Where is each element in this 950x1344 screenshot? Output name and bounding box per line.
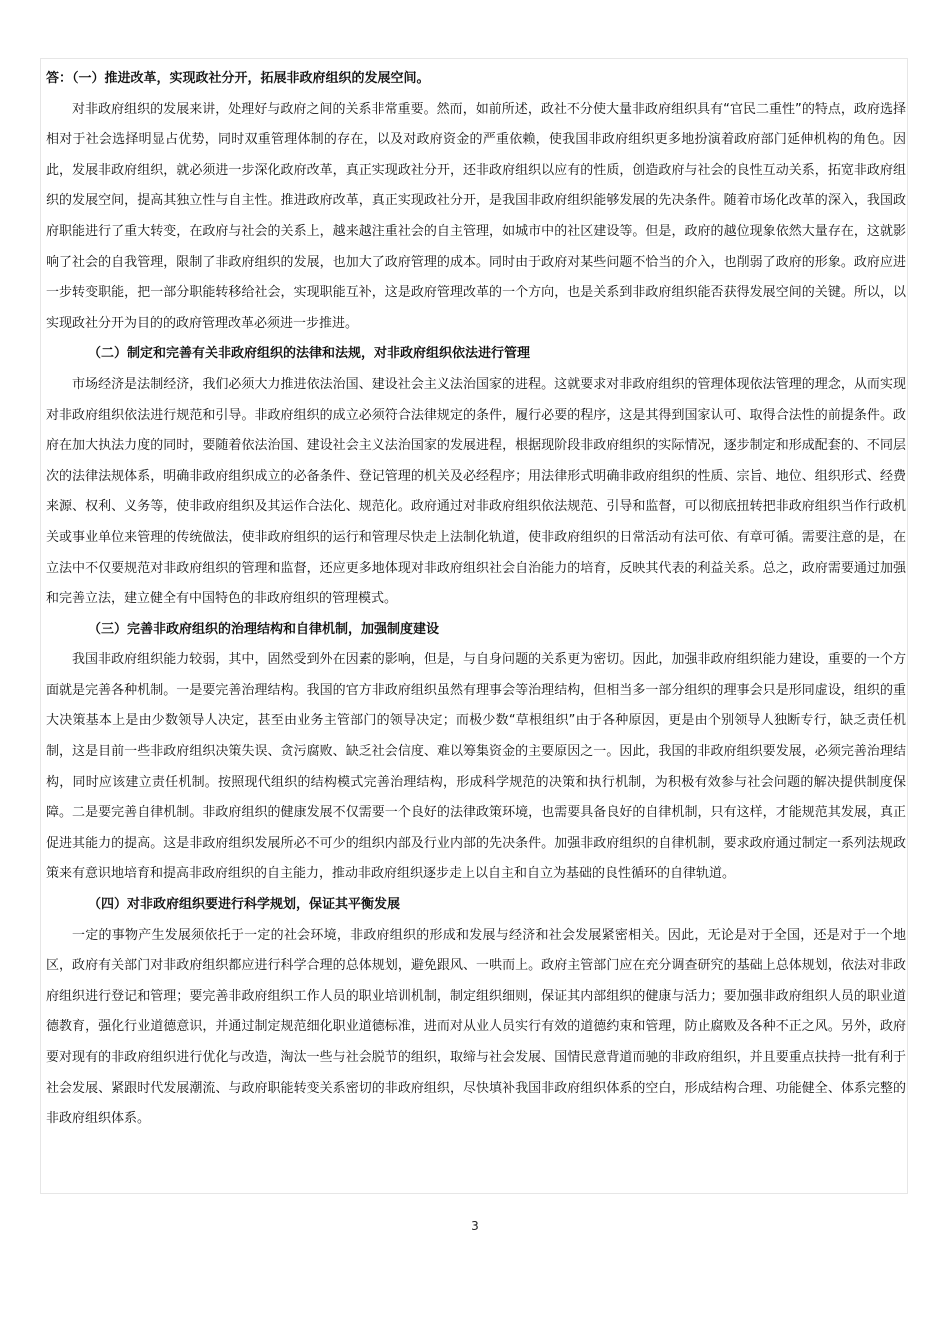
answer-label: 答： <box>46 71 73 86</box>
section-4-paragraph: 一定的事物产生发展须依托于一定的社会环境，非政府组织的形成和发展与经济和社会发展紧密相关。因此，无论是对于全国，还是对于一个地区，政府有关部门对非政府组织都应进行科学合理的总体规划，避免跟风、一哄而上。政府主管部门应在充分调查研究的基础上总体规划，依法对非政府组织进行登记和管理；要完善非政府组织工作人员的职业培训机制，制定组织细则，保证其内部组织的健康与活力；要加强非政府组织人员的职业道德教育，强化行业道德意识，并通过制定规范细化职业道德标准，进而对从业人员实行有效的道德约束和管理，防止腐败及各种不正之风。另外，政府要对现有的非政府组织进行优化与改造，淘汰一些与社会脱节的组织，取缔与社会发展、国情民意背道而驰的非政府组织，并且要重点扶持一批有利于社会发展、紧跟时代发展潮流、与政府职能转变关系密切的非政府组织，尽快填补我国非政府组织体系的空白，形成结构合理、功能健全、体系完整的非政府组织体系。 <box>46 927 906 1127</box>
section-3-paragraph: 我国非政府组织能力较弱，其中，固然受到外在因素的影响，但是，与自身问题的关系更为密切。因此，加强非政府组织能力建设，重要的一个方面就是完善各种机制。一是要完善治理结构。我国的官方非政府组织虽然有理事会等治理结构，但相当多一部分组织的理事会只是形同虚设，组织的重大决策基本上是由少数领导人决定，甚至由业务主管部门的领导决定；而极少数“草根组织”由于各种原因，更是由个别领导人独断专行，缺乏责任机制，这是目前一些非政府组织决策失误、贪污腐败、缺乏社会信度、难以筹集资金的主要原因之一。因此，我国的非政府组织要发展，必须完善治理结构，同时应该建立责任机制。按照现代组织的结构模式完善治理结构，形成科学规范的决策和执行机制，为积极有效参与社会问题的解决提供制度保障。二是要完善自律机制。非政府组织的健康发展不仅需要一个良好的法律政策环境，也需要具备良好的自律机制，只有这样，才能规范其发展，真正促进其能力的提高。这是非政府组织发展所必不可少的组织内部及行业内部的先决条件。加强非政府组织的自律机制，要求政府通过制定一系列法规政策来有意识地培育和提高非政府组织的自主能力，推动非政府组织逐步走上以自主和自立为基础的良性循环的自律轨道。 <box>46 652 906 882</box>
section-4-heading: （四）对非政府组织要进行科学规划，保证其平衡发展 <box>88 897 401 913</box>
section-1-heading <box>46 64 906 95</box>
section-3-heading: （三）完善非政府组织的治理结构和自律机制，加强制度建设 <box>88 621 440 637</box>
document-body <box>46 64 906 1135</box>
page-number: 3 <box>471 1219 479 1233</box>
section-2-heading: （二）制定和完善有关非政府组织的法律和法规，对非政府组织依法进行管理 <box>88 346 531 362</box>
section-1-paragraph: 对非政府组织的发展来讲，处理好与政府之间的关系非常重要。然而，如前所述，政社不分使大量非政府组织具有“官民二重性”的特点，政府选择相对于社会选择明显占优势，同时双重管理体制的存在，以及对政府资金的严重依赖，使我国非政府组织更多地扮演着政府部门延伸机构的角色。因此，发展非政府组织，就必须进一步深化政府改革，真正实现政社分开，还非政府组织以应有的性质，创造政府与社会的良性互动关系，拓宽非政府组织的发展空间，提高其独立性与自主性。推进政府改革，真正实现政社分开，是我国非政府组织能够发展的先决条件。随着市场化改革的深入，我国政府职能进行了重大转变，在政府与社会的关系上，越来越注重社会的自主管理，如城市中的社区建设等。但是，政府的越位现象依然大量存在，这就影响了社会的自我管理，限制了非政府组织的发展，也加大了政府管理的成本。同时由于政府对某些问题不恰当的介入，也削弱了政府的形象。政府应进一步转变职能，把一部分职能转移给社会，实现职能互补，这是政府管理改革的一个方向，也是关系到非政府组织能否获得发展空间的关键。所以，以实现政社分开为目的的政府管理改革必须进一步推进。 <box>46 101 906 331</box>
section-2-paragraph: 市场经济是法制经济，我们必须大力推进依法治国、建设社会主义法治国家的进程。这就要求对非政府组织的管理体现依法管理的理念，从而实现对非政府组织依法进行规范和引导。非政府组织的成立必须符合法律规定的条件，履行必要的程序，这是其得到国家认可、取得合法性的前提条件。政府在加大执法力度的同时，要随着依法治国、建设社会主义法治国家的发展进程，根据现阶段非政府组织的实际情况，逐步制定和形成配套的、不同层次的法律法规体系，明确非政府组织成立的必备条件、登记管理的机关及必经程序；用法律形式明确非政府组织的性质、宗旨、地位、组织形式、经费来源、权利、义务等，使非政府组织及其运作合法化、规范化。政府通过对非政府组织依法规范、引导和监督，可以彻底扭转把非政府组织当作行政机关或事业单位来管理的传统做法，使非政府组织的运行和管理尽快走上法制化轨道，使非政府组织的日常活动有法可依、有章可循。需要注意的是，在立法中不仅要规范对非政府组织的管理和监督，还应更多地体现对非政府组织社会自治能力的培育，反映其代表的利益关系。总之，政府需要通过加强和完善立法，建立健全有中国特色的非政府组织的管理模式。 <box>46 376 906 607</box>
section-1-heading-text: （一）推进改革，实现政社分开，拓展非政府组织的发展空间。 <box>72 71 430 86</box>
